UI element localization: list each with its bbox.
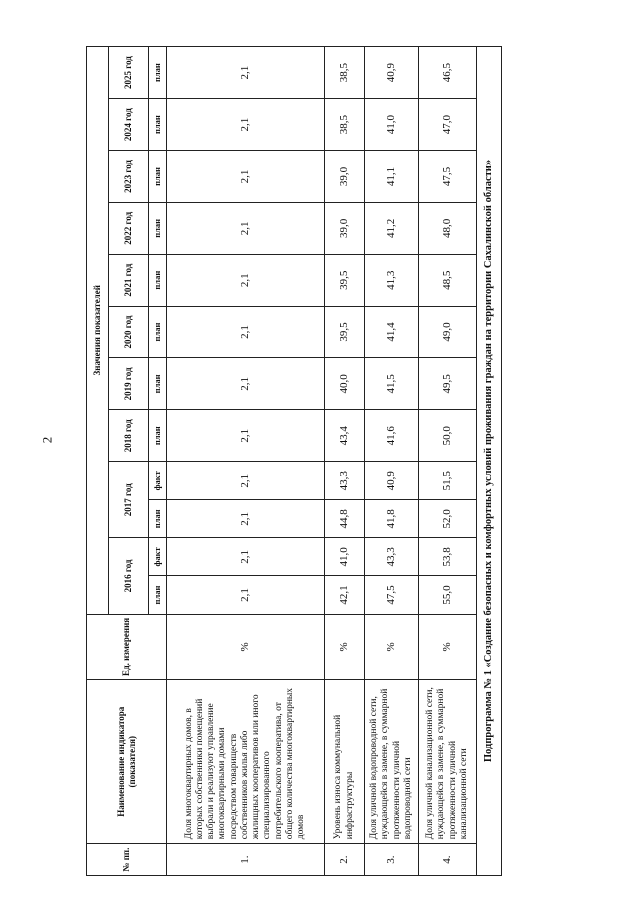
value-cell: 51,5 — [419, 462, 477, 500]
value-cell: 2,1 — [167, 358, 325, 410]
header-plan: план — [149, 151, 167, 203]
header-year-2020: 2020 год — [109, 306, 149, 358]
row-number: 1. — [167, 844, 325, 876]
value-cell: 41,4 — [365, 306, 419, 358]
value-cell: 48,0 — [419, 202, 477, 254]
value-cell: 40,9 — [365, 462, 419, 500]
value-cell: 52,0 — [419, 500, 477, 538]
row-number: 2. — [325, 844, 365, 876]
value-cell: 41,3 — [365, 254, 419, 306]
header-plan: план — [149, 358, 167, 410]
header-year-2021: 2021 год — [109, 254, 149, 306]
subprogram-title: Подпрограмма № 1 «Создание безопасных и комфортных условий проживания граждан на территории Сахалинской области» — [477, 47, 502, 876]
unit-cell: % — [167, 614, 325, 680]
header-plan: план — [149, 410, 167, 462]
header-plan: план — [149, 306, 167, 358]
value-cell: 38,5 — [325, 47, 365, 99]
value-cell: 41,1 — [365, 151, 419, 203]
table-row — [325, 47, 365, 876]
value-cell: 43,3 — [365, 538, 419, 576]
value-cell: 2,1 — [167, 254, 325, 306]
header-year-2017: 2017 год — [109, 462, 149, 538]
unit-cell: % — [419, 614, 477, 680]
value-cell: 39,5 — [325, 306, 365, 358]
value-cell: 39,5 — [325, 254, 365, 306]
row-number: 4. — [419, 844, 477, 876]
header-fact: факт — [149, 538, 167, 576]
header-plan: план — [149, 254, 167, 306]
value-cell: 49,5 — [419, 358, 477, 410]
header-plan: план — [149, 47, 167, 99]
header-year-2016: 2016 год — [109, 538, 149, 614]
indicator-name: Доля многоквартирных домов, в которых собственники помещений выбрали и реализуют управление многоквартирными домами посредством товариществ собственников жилья либо жилищных кооперативов или иного специализированного потребительского кооператива, от общего количества многоквартирных домов — [167, 680, 325, 844]
table-row — [167, 47, 325, 876]
value-cell: 2,1 — [167, 500, 325, 538]
value-cell: 2,1 — [167, 410, 325, 462]
value-cell: 2,1 — [167, 202, 325, 254]
value-cell: 41,0 — [325, 538, 365, 576]
value-cell: 42,1 — [325, 576, 365, 614]
header-plan: план — [149, 500, 167, 538]
indicator-name: Уровень износа коммунальной инфраструктуры — [325, 680, 365, 844]
header-plan: план — [149, 202, 167, 254]
value-cell: 41,2 — [365, 202, 419, 254]
value-cell: 2,1 — [167, 576, 325, 614]
value-cell: 2,1 — [167, 151, 325, 203]
value-cell: 47,0 — [419, 99, 477, 151]
table-row — [419, 47, 477, 876]
indicator-name: Доля уличной канализационной сети, нуждающейся в замене, в суммарной протяженности уличной канализационной сети — [419, 680, 477, 844]
value-cell: 2,1 — [167, 306, 325, 358]
value-cell: 49,0 — [419, 306, 477, 358]
header-unit: Ед. измерения — [87, 614, 167, 680]
value-cell: 43,3 — [325, 462, 365, 500]
indicators-table — [86, 46, 502, 876]
value-cell: 48,5 — [419, 254, 477, 306]
header-values-group: Значения показателей — [87, 47, 109, 615]
value-cell: 40,9 — [365, 47, 419, 99]
header-year-2025: 2025 год — [109, 47, 149, 99]
value-cell: 47,5 — [365, 576, 419, 614]
unit-cell: % — [365, 614, 419, 680]
header-year-2022: 2022 год — [109, 202, 149, 254]
subprogram-row — [477, 47, 502, 876]
value-cell: 41,5 — [365, 358, 419, 410]
value-cell: 2,1 — [167, 462, 325, 500]
value-cell: 2,1 — [167, 538, 325, 576]
value-cell: 2,1 — [167, 99, 325, 151]
header-fact: факт — [149, 462, 167, 500]
value-cell: 39,0 — [325, 151, 365, 203]
header-plan: план — [149, 576, 167, 614]
unit-cell: % — [325, 614, 365, 680]
value-cell: 46,5 — [419, 47, 477, 99]
value-cell: 50,0 — [419, 410, 477, 462]
value-cell: 2,1 — [167, 47, 325, 99]
header-year-2023: 2023 год — [109, 151, 149, 203]
rotated-table-container — [86, 46, 499, 876]
header-year-2019: 2019 год — [109, 358, 149, 410]
value-cell: 53,8 — [419, 538, 477, 576]
header-year-2018: 2018 год — [109, 410, 149, 462]
header-year-2024: 2024 год — [109, 99, 149, 151]
value-cell: 43,4 — [325, 410, 365, 462]
header-name: Наименование индикатора (показателя) — [87, 680, 167, 844]
value-cell: 55,0 — [419, 576, 477, 614]
value-cell: 39,0 — [325, 202, 365, 254]
value-cell: 40,0 — [325, 358, 365, 410]
value-cell: 44,8 — [325, 500, 365, 538]
value-cell: 47,5 — [419, 151, 477, 203]
value-cell: 38,5 — [325, 99, 365, 151]
value-cell: 41,0 — [365, 99, 419, 151]
header-plan: план — [149, 99, 167, 151]
value-cell: 41,6 — [365, 410, 419, 462]
value-cell: 41,8 — [365, 500, 419, 538]
row-number: 3. — [365, 844, 419, 876]
indicator-name: Доля уличной водопроводной сети, нуждающейся в замене, в суммарной протяженности уличной водопроводной сети — [365, 680, 419, 844]
header-no: № пп. — [87, 844, 167, 876]
page-number: 2 — [39, 436, 55, 444]
table-row — [365, 47, 419, 876]
